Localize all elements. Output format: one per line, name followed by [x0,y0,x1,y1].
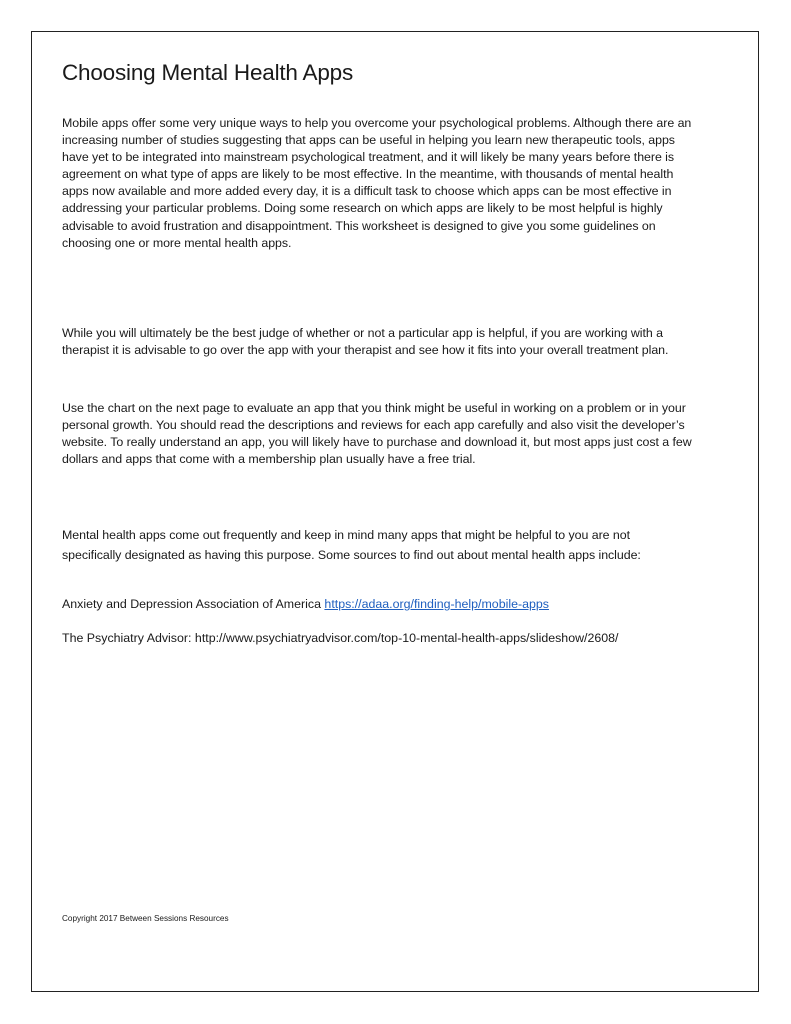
source-psychiatry-advisor [62,630,682,647]
copyright-footer: Copyright 2017 Between Sessions Resources [62,914,229,923]
sources-intro-paragraph: Mental health apps come out frequently and keep in mind many apps that might be helpful to you are not specifically designated as having this purpose. Some sources to find out about mental health apps include: [62,528,641,562]
source-adaa-label: Anxiety and Depression Association of America [62,597,321,611]
evaluation-paragraph: Use the chart on the next page to evaluate an app that you think might be useful in working on a problem or in your personal growth. You should read the descriptions and reviews for each app carefully and also visit the developer’s website. To really understand an app, you will likely have to purchase and download it, but most apps just cost a few dollars and apps that come with a membership plan usually have a free trial. [62,401,692,467]
source-adaa [62,596,682,613]
intro-paragraph: Mobile apps offer some very unique ways to help you overcome your psychological problems. Although there are an increasing number of studies suggesting that apps can be useful in helping you learn new therapeutic tools, apps have yet to be integrated into mainstream psychological treatment, and it will likely be many years before there is agreement on what type of apps are likely to be most effective. In the meantime, with thousands of mental health apps now available and more added every day, it is a difficult task to choose which apps can be most effective in addressing your particular problems. Doing some research on which apps are likely to be most helpful is highly advisable to avoid frustration and disappointment. This worksheet is designed to give you some guidelines on choosing one or more mental health apps. [62,116,692,250]
adaa-link[interactable]: https://adaa.org/finding-help/mobile-apps [324,597,549,611]
source-psychiatry-url: http://www.psychiatryadvisor.com/top-10-mental-health-apps/slideshow/2608/ [194,631,619,645]
document-title: Choosing Mental Health Apps [62,60,354,85]
therapist-paragraph: While you will ultimately be the best judge of whether or not a particular app is helpful, if you are working with a therapist it is advisable to go over the app with your therapist and see how it fits into your overall treatment plan. [62,326,669,358]
source-psychiatry-label: The Psychiatry Advisor: [62,631,192,645]
